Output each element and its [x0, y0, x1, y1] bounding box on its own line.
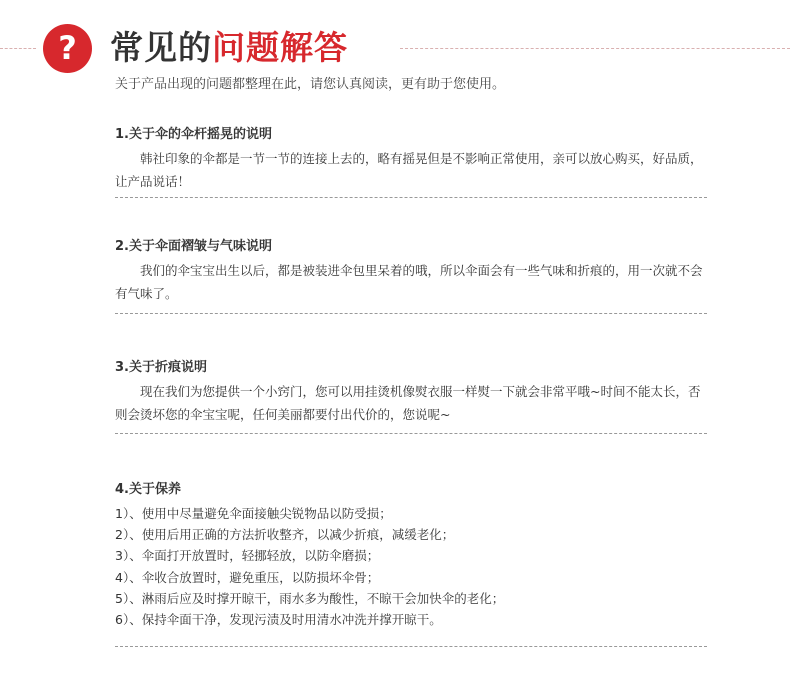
section-body: 现在我们为您提供一个小窍门，您可以用挂烫机像熨衣服一样熨一下就会非常平哦~时间不能太长，否则会烫坏您的伞宝宝呢，任何美丽都要付出代价的，您说呢~ [115, 384, 701, 422]
section-divider [115, 197, 707, 198]
faq-section-creases [115, 357, 707, 426]
header-dashed-line-left [0, 48, 36, 49]
page-title-plain: 常见的 [110, 28, 212, 67]
faq-section-umbrella-pole [115, 124, 707, 193]
list-item: 6）、保持伞面干净，发现污渍及时用清水冲洗并撑开晾干。 [115, 612, 442, 628]
section-divider [115, 646, 707, 647]
list-item: 5）、淋雨后应及时撑开晾干，雨水多为酸性，不晾干会加快伞的老化； [115, 590, 505, 606]
section-divider [115, 433, 707, 434]
section-body: 我们的伞宝宝出生以后，都是被装进伞包里呆着的哦，所以伞面会有一些气味和折痕的，用一次就不会有气味了。 [115, 263, 703, 301]
list-item: 2）、使用后用正确的方法折收整齐，以减少折痕，减缓老化； [115, 527, 455, 543]
page-title-highlight: 问题解答 [212, 28, 348, 67]
list-item: 1）、使用中尽量避免伞面接触尖锐物品以防受损； [115, 506, 392, 521]
list-item: 3）、伞面打开放置时，轻挪轻放，以防伞磨损； [115, 548, 380, 564]
page-title [110, 22, 348, 69]
section-title: 2.关于伞面褶皱与气味说明 [115, 239, 272, 254]
section-body: 韩社印象的伞都是一节一节的连接上去的，略有摇晃但是不影响正常使用，亲可以放心购买，好品质，让产品说话！ [115, 151, 703, 189]
section-divider [115, 313, 707, 314]
list-item: 4）、伞收合放置时，避免重压，以防损坏伞骨； [115, 569, 380, 585]
section-title: 1.关于伞的伞杆摇晃的说明 [115, 127, 272, 142]
section-title: 3.关于折痕说明 [115, 360, 207, 375]
question-icon: ? [43, 24, 92, 73]
header-dashed-line-right [400, 48, 790, 49]
maintenance-list [115, 503, 707, 630]
page-subtitle: 关于产品出现的问题都整理在此，请您认真阅读，更有助于您使用。 [115, 77, 506, 92]
faq-section-wrinkles-smell [115, 236, 707, 305]
faq-section-maintenance [115, 479, 707, 630]
section-title: 4.关于保养 [115, 482, 181, 497]
